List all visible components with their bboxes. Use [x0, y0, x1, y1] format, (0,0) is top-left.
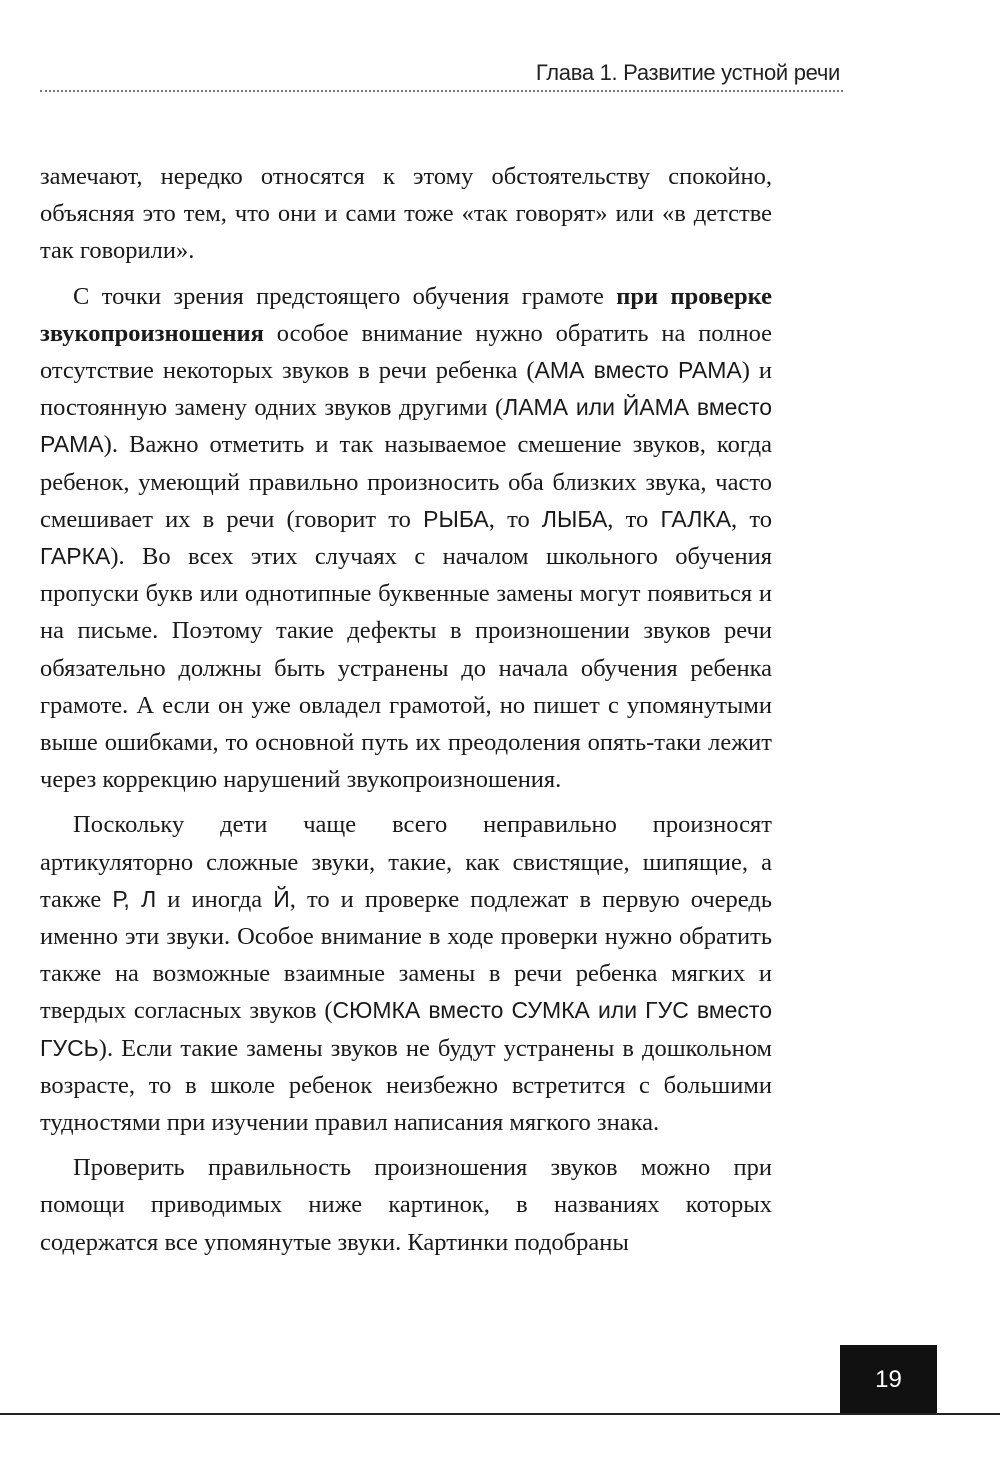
example-word: ЛЫБА — [541, 505, 608, 532]
paragraph-2-text: ) и постоянную замену одних звуков другими ( — [40, 357, 772, 422]
paragraph-2-text: , то — [607, 505, 661, 533]
paragraph-2 — [40, 278, 772, 799]
paragraph-2-text: С точки зрения предстоящего обучения грамоте — [73, 282, 617, 310]
example-word: РЫБА — [423, 505, 489, 532]
paragraph-3-text: Поскольку дети чаще всего неправильно произносят артикуляторно сложные звуки, такие, как свистящие, шипящие, а также — [40, 811, 772, 913]
example-word: АМА вместо РАМА — [534, 357, 742, 384]
example-word: Й — [273, 885, 290, 912]
footer-rule — [0, 1413, 1000, 1415]
page-body — [40, 158, 772, 1269]
example-word: ЛАМА или ЙАМА вместо РАМА — [40, 394, 772, 458]
paragraph-2-text: ). Во всех этих случаях с началом школьного обучения пропуски букв или однотипные буквенные замены могут появиться и на письме. Поэтому такие дефекты в произношении звуков речи обязательно должны быть устранены до начала обучения ребенка грамоте. А если он уже овладел грамотой, но пишет с упомянутыми выше ошибками, то основной путь их преодоления опять-таки лежит через коррекцию нарушений звукопроизношения. — [40, 543, 772, 794]
paragraph-2-text: ). Важно отметить и так называемое смешение звуков, когда ребенок, умеющий правильно произносить оба близких звука, часто смешивает их в речи (говорит то — [40, 431, 772, 533]
example-word: ГАРКА — [40, 543, 111, 570]
page-number-box — [840, 1345, 937, 1415]
paragraph-2-text: , то — [731, 505, 772, 533]
example-word: Р, Л — [112, 885, 157, 912]
paragraph-3-text: и иногда — [156, 885, 274, 913]
paragraph-4: Проверить правильность произношения звуков можно при помощи приводимых ниже картинок, в названиях которых содержатся все упомянутые звуки. Картинки подобраны — [40, 1154, 772, 1256]
example-word: СЮМКА вместо СУМКА или ГУС вместо ГУСЬ — [40, 997, 772, 1061]
running-header: Глава 1. Развитие устной речи — [535, 60, 840, 85]
paragraph-3 — [40, 806, 772, 1141]
paragraph-3-text: , то и проверке подлежат в первую очередь именно эти звуки. Особое внимание в ходе проверки нужно обратить также на возможные взаимные замены в речи ребенка мягких и твердых согласных звуков ( — [40, 885, 772, 1025]
example-word: ГАЛКА — [660, 505, 732, 532]
paragraph-2-text: особое внимание нужно обратить на полное отсутствие некоторых звуков в речи ребенка ( — [40, 319, 772, 385]
header-dotted-rule — [40, 90, 843, 92]
paragraph-1: замечают, нередко относятся к этому обстоятельству спокойно, объясняя это тем, что они и сами тоже «так говорят» или «в детстве так говорили». — [40, 163, 772, 265]
paragraph-2-text: , то — [488, 505, 542, 533]
paragraph-3-text: ). Если такие замены звуков не будут устранены в дошкольном возрасте, то в школе ребенок неизбежно встретится с большими тудностями при изучении правил написания мягкого знака. — [40, 1034, 772, 1137]
bold-term: при проверке звукопроизношения — [40, 282, 772, 347]
page-number: 19 — [875, 1366, 902, 1393]
